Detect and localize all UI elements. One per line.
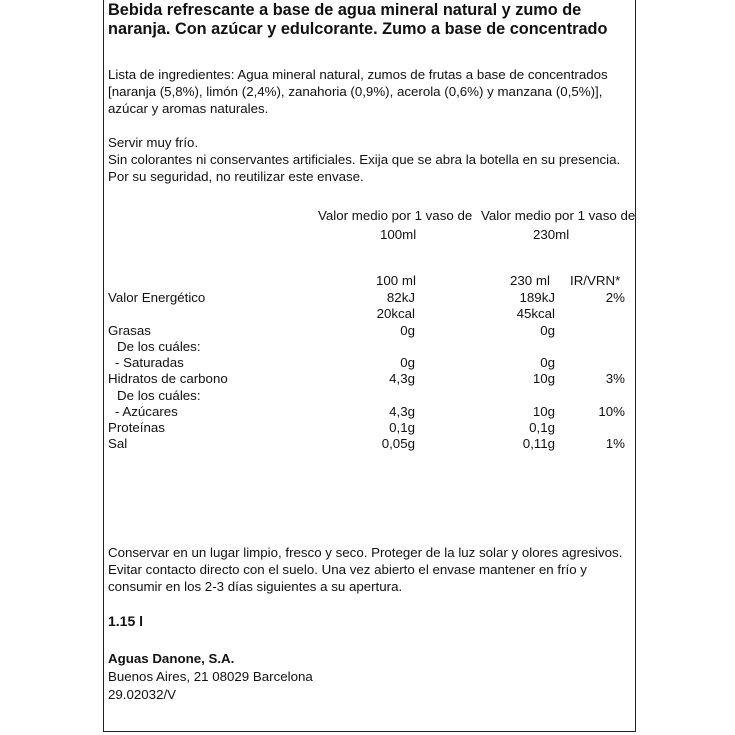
reference-intake: 10% — [598, 404, 625, 419]
nutrient-label: Valor Energético — [108, 290, 206, 305]
nutrient-label: - Azúcares — [115, 404, 178, 419]
ingredients-list: Lista de ingredientes: Agua mineral natural, zumos de frutas a base de concentrados [naranja (5,8%), limón (2,4%), zanahoria (0,9%), acerola (0,6%) y manzana (0,5%)], azúcar y aromas naturales. — [108, 67, 608, 116]
value-per-100ml: 4,3g — [389, 371, 415, 386]
serving-note: Servir muy frío. — [108, 135, 199, 150]
nutrient-label: De los cuáles: — [117, 339, 201, 354]
reference-intake: 2% — [605, 290, 625, 305]
value-per-230ml: 0,1g — [529, 420, 555, 435]
registry-code: 29.02032/V — [108, 687, 177, 702]
additives-note: Sin colorantes ni conservantes artificiales. Exija que se abra la botella en su presencia. Por su seguridad, no reutilizar este envase. — [108, 152, 621, 184]
value-per-230ml: 0,11g — [522, 436, 555, 451]
col1-header-line2: 100ml — [380, 227, 417, 242]
company-address: Buenos Aires, 21 08029 Barcelona — [108, 669, 313, 684]
value-per-230ml: 0g — [540, 355, 555, 370]
reference-intake: 3% — [605, 371, 625, 386]
sub-header-ir-vrn: IR/VRN* — [570, 273, 621, 288]
value-per-100ml: 0,05g — [381, 436, 415, 451]
col1-header-line1: Valor medio por 1 vaso de — [318, 208, 473, 223]
product-title: Bebida refrescante a base de agua mineral natural y zumo de naranja. Con azúcar y edulcorante. Zumo a base de concentrado — [108, 1, 608, 38]
col2-header-line2: 230ml — [533, 227, 570, 242]
value-per-100ml: 20kcal — [376, 306, 415, 321]
nutrient-label: Grasas — [108, 323, 151, 338]
reference-intake: 1% — [605, 436, 625, 451]
value-per-100ml: 82kJ — [386, 290, 415, 305]
company-name: Aguas Danone, S.A. — [108, 651, 235, 666]
nutrient-label: Hidratos de carbono — [108, 371, 228, 386]
sub-header-100ml: 100 ml — [376, 273, 416, 288]
nutrient-label: Proteínas — [108, 420, 165, 435]
net-volume: 1.15 l — [108, 613, 144, 629]
value-per-230ml: 0g — [540, 323, 555, 338]
sub-header-230ml: 230 ml — [510, 273, 550, 288]
col2-header-line1: Valor medio por 1 vaso de — [481, 208, 636, 223]
value-per-230ml: 10g — [532, 371, 555, 386]
value-per-100ml: 0g — [400, 323, 415, 338]
value-per-230ml: 10g — [532, 404, 555, 419]
value-per-230ml: 45kcal — [516, 306, 555, 321]
value-per-100ml: 4,3g — [389, 404, 415, 419]
value-per-230ml: 189kJ — [519, 290, 555, 305]
nutrient-label: De los cuáles: — [117, 388, 201, 403]
value-per-100ml: 0g — [400, 355, 415, 370]
value-per-100ml: 0,1g — [389, 420, 415, 435]
nutrient-label: Sal — [108, 436, 128, 451]
storage-instructions: Conservar en un lugar limpio, fresco y seco. Proteger de la luz solar y olores agresivos. Evitar contacto directo con el suelo. Una vez abierto el envase mantener en frío y consumir en los 2-3 días siguientes a su apertura. — [108, 545, 623, 594]
nutrient-label: - Saturadas — [115, 355, 184, 370]
